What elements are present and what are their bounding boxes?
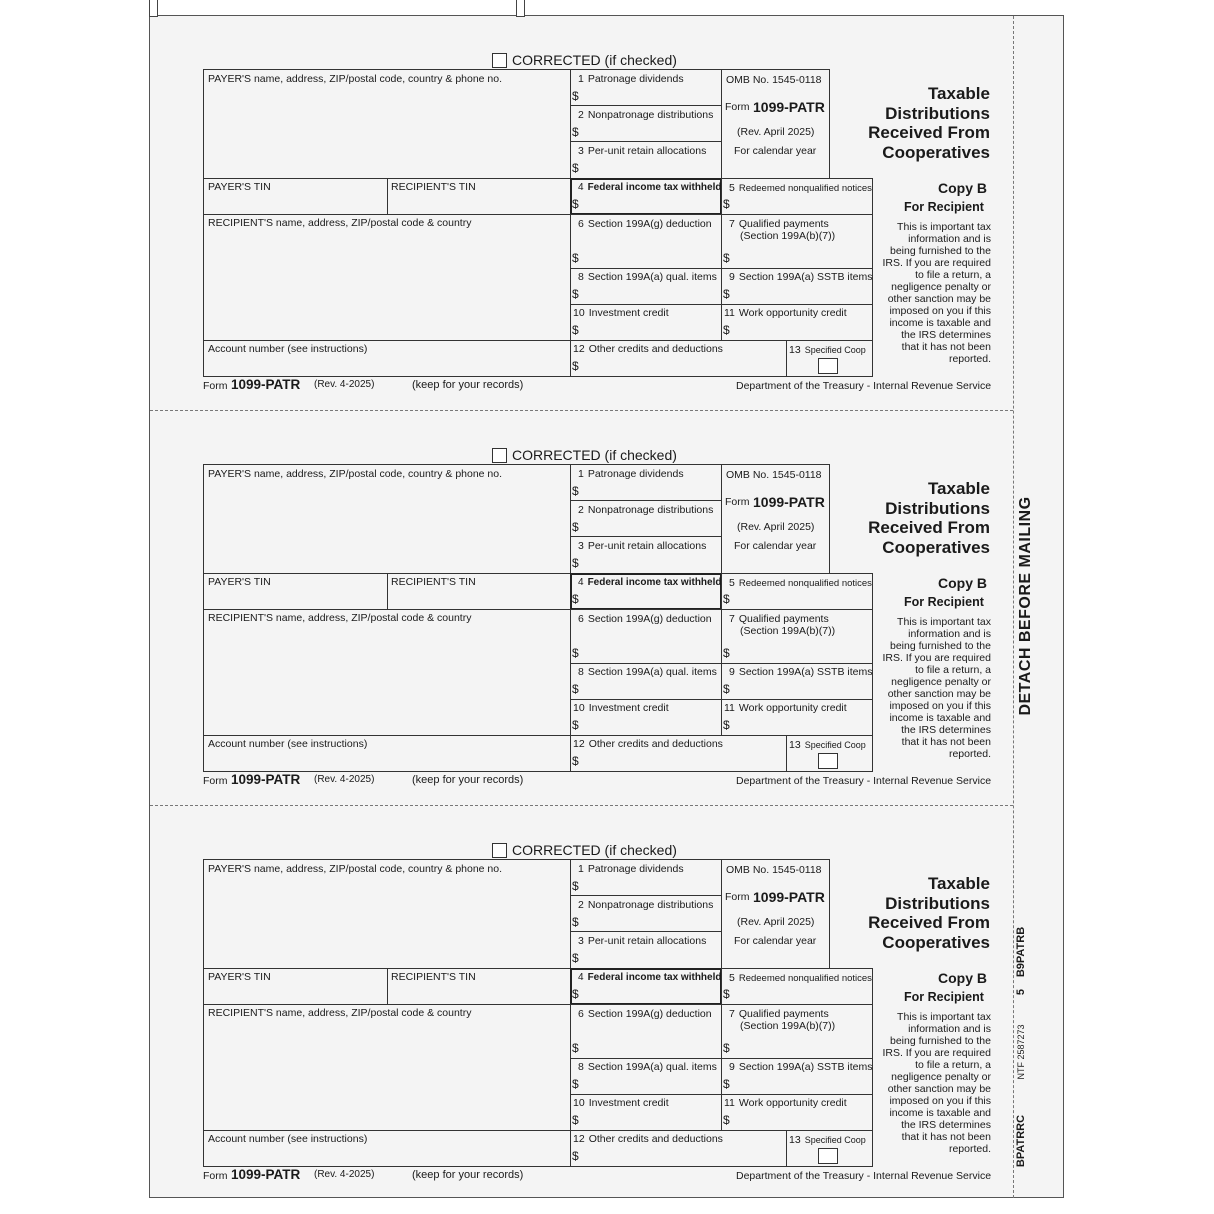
footer-form-number: 1099-PATR xyxy=(231,772,301,787)
side-code-b9patrb: B9PATRB xyxy=(1015,926,1027,978)
recipient-name-label: RECIPIENT'S name, address, ZIP/postal code & country xyxy=(208,1007,472,1019)
box1-label: 1 Patronage dividends xyxy=(578,863,684,875)
footer-department: Department of the Treasury - Internal Revenue Service xyxy=(736,775,992,787)
for-recipient-label: For Recipient xyxy=(904,200,984,214)
form-title: Taxable Distributions Received From Cooperatives xyxy=(868,84,990,162)
box4-dollar: $ xyxy=(572,987,579,1001)
copy-label: Copy B xyxy=(938,970,987,986)
specified-coop-checkbox[interactable] xyxy=(818,1148,838,1164)
box12-label: 12 Other credits and deductions xyxy=(573,1133,723,1145)
omb-number: OMB No. 1545-0118 xyxy=(726,469,822,481)
box2-dollar: $ xyxy=(572,915,579,929)
corrected-label: CORRECTED (if checked) xyxy=(512,52,677,68)
side-code-ntf: NTF 2587273 xyxy=(1016,1024,1026,1080)
important-notice: This is important tax information and is being furnished to the IRS. If you are required to file a return, a negligence penalty or other sanction may be imposed on you if this income is taxable and the IRS determines that it has not been reported. xyxy=(882,221,991,365)
payer-name-label: PAYER'S name, address, ZIP/postal code, country & phone no. xyxy=(208,468,503,480)
box9-label: 9 Section 199A(a) SSTB items xyxy=(729,271,873,283)
box9-label: 9 Section 199A(a) SSTB items xyxy=(729,1061,873,1073)
box4-label: 4 Federal income tax withheld xyxy=(578,577,722,588)
box1-label: 1 Patronage dividends xyxy=(578,73,684,85)
recipient-name-field[interactable] xyxy=(203,609,571,736)
payer-tin-label: PAYER'S TIN xyxy=(208,181,271,193)
box6-label: 6 Section 199A(g) deduction xyxy=(578,613,712,625)
box8-label: 8 Section 199A(a) qual. items xyxy=(578,1061,717,1073)
payer-name-field[interactable] xyxy=(203,69,571,179)
box1-label: 1 Patronage dividends xyxy=(578,468,684,480)
box8-dollar: $ xyxy=(572,287,579,301)
corrected-label: CORRECTED (if checked) xyxy=(512,447,677,463)
omb-number: OMB No. 1545-0118 xyxy=(726,74,822,86)
box8-label: 8 Section 199A(a) qual. items xyxy=(578,271,717,283)
box4-dollar: $ xyxy=(572,197,579,211)
footer-form-word: Form xyxy=(203,1170,228,1182)
box11-label: 11 Work opportunity credit xyxy=(724,702,847,714)
footer-keep-records: (keep for your records) xyxy=(412,379,524,391)
box10-label: 10 Investment credit xyxy=(573,1097,669,1109)
footer-keep-records: (keep for your records) xyxy=(412,1169,524,1181)
box11-dollar: $ xyxy=(723,323,730,337)
box3-label: 3 Per-unit retain allocations xyxy=(578,145,707,157)
box7-label: 7 Qualified payments xyxy=(729,613,829,625)
box3-dollar: $ xyxy=(572,161,579,175)
box3-label: 3 Per-unit retain allocations xyxy=(578,540,707,552)
form-number: 1099-PATR xyxy=(753,889,825,905)
box9-dollar: $ xyxy=(723,682,730,696)
box7-label: 7 Qualified payments xyxy=(729,1008,829,1020)
form-number: 1099-PATR xyxy=(753,99,825,115)
copy-1 xyxy=(0,0,1214,395)
footer-form-word: Form xyxy=(203,380,228,392)
recipient-name-field[interactable] xyxy=(203,1004,571,1131)
recipient-name-field[interactable] xyxy=(203,214,571,341)
footer-form-number: 1099-PATR xyxy=(231,377,301,392)
recipient-tin-label: RECIPIENT'S TIN xyxy=(391,971,476,983)
corrected-checkbox[interactable] xyxy=(492,843,507,858)
account-number-label: Account number (see instructions) xyxy=(208,1133,368,1145)
box2-dollar: $ xyxy=(572,520,579,534)
form-title: Taxable Distributions Received From Cooperatives xyxy=(868,479,990,557)
box11-label: 11 Work opportunity credit xyxy=(724,307,847,319)
for-recipient-label: For Recipient xyxy=(904,595,984,609)
box12-label: 12 Other credits and deductions xyxy=(573,738,723,750)
important-notice: This is important tax information and is being furnished to the IRS. If you are required to file a return, a negligence penalty or other sanction may be imposed on you if this income is taxable and the IRS determines that it has not been reported. xyxy=(882,616,991,760)
box11-label: 11 Work opportunity credit xyxy=(724,1097,847,1109)
revision-date: (Rev. April 2025) xyxy=(737,916,815,928)
box5-dollar: $ xyxy=(723,592,730,606)
box2-label: 2 Nonpatronage distributions xyxy=(578,504,714,516)
footer-department: Department of the Treasury - Internal Revenue Service xyxy=(736,1170,992,1182)
corrected-checkbox[interactable] xyxy=(492,448,507,463)
box8-label: 8 Section 199A(a) qual. items xyxy=(578,666,717,678)
copy-2 xyxy=(0,395,1214,790)
calendar-year-label: For calendar year xyxy=(734,540,817,552)
box12-dollar: $ xyxy=(572,359,579,373)
box13-label: 13 Specified Coop xyxy=(789,739,866,751)
recipient-name-label: RECIPIENT'S name, address, ZIP/postal code & country xyxy=(208,612,472,624)
box6-dollar: $ xyxy=(572,646,579,660)
box8-dollar: $ xyxy=(572,1077,579,1091)
box9-dollar: $ xyxy=(723,1077,730,1091)
important-notice: This is important tax information and is being furnished to the IRS. If you are required to file a return, a negligence penalty or other sanction may be imposed on you if this income is taxable and the IRS determines that it has not been reported. xyxy=(882,1011,991,1155)
form-title: Taxable Distributions Received From Cooperatives xyxy=(868,874,990,952)
box13-label: 13 Specified Coop xyxy=(789,344,866,356)
recipient-tin-label: RECIPIENT'S TIN xyxy=(391,181,476,193)
box6-label: 6 Section 199A(g) deduction xyxy=(578,1008,712,1020)
box7-label-line2: (Section 199A(b)(7)) xyxy=(740,1020,836,1032)
box7-label: 7 Qualified payments xyxy=(729,218,829,230)
box10-label: 10 Investment credit xyxy=(573,307,669,319)
box3-dollar: $ xyxy=(572,951,579,965)
footer-keep-records: (keep for your records) xyxy=(412,774,524,786)
box7-dollar: $ xyxy=(723,251,730,265)
box5-dollar: $ xyxy=(723,197,730,211)
box7-dollar: $ xyxy=(723,1041,730,1055)
account-number-label: Account number (see instructions) xyxy=(208,738,368,750)
footer-revision: (Rev. 4-2025) xyxy=(314,379,375,390)
box1-dollar: $ xyxy=(572,89,579,103)
box6-dollar: $ xyxy=(572,251,579,265)
form-number: 1099-PATR xyxy=(753,494,825,510)
box10-dollar: $ xyxy=(572,718,579,732)
form-word: Form xyxy=(725,891,750,903)
payer-name-field[interactable] xyxy=(203,859,571,969)
box10-label: 10 Investment credit xyxy=(573,702,669,714)
box8-dollar: $ xyxy=(572,682,579,696)
box11-dollar: $ xyxy=(723,718,730,732)
box2-label: 2 Nonpatronage distributions xyxy=(578,899,714,911)
for-recipient-label: For Recipient xyxy=(904,990,984,1004)
box3-label: 3 Per-unit retain allocations xyxy=(578,935,707,947)
payer-tin-label: PAYER'S TIN xyxy=(208,576,271,588)
box4-label: 4 Federal income tax withheld xyxy=(578,972,722,983)
box5-label: 5 Redeemed nonqualified notices xyxy=(729,972,872,984)
box1-dollar: $ xyxy=(572,879,579,893)
side-code-bpatrrc: BPATRRC xyxy=(1015,1114,1027,1168)
box4-label: 4 Federal income tax withheld xyxy=(578,182,722,193)
recipient-tin-label: RECIPIENT'S TIN xyxy=(391,576,476,588)
box9-label: 9 Section 199A(a) SSTB items xyxy=(729,666,873,678)
box3-dollar: $ xyxy=(572,556,579,570)
box6-label: 6 Section 199A(g) deduction xyxy=(578,218,712,230)
box6-dollar: $ xyxy=(572,1041,579,1055)
detach-before-mailing-label: DETACH BEFORE MAILING xyxy=(1017,496,1034,716)
revision-date: (Rev. April 2025) xyxy=(737,126,815,138)
specified-coop-checkbox[interactable] xyxy=(818,753,838,769)
box9-dollar: $ xyxy=(723,287,730,301)
box12-label: 12 Other credits and deductions xyxy=(573,343,723,355)
calendar-year-label: For calendar year xyxy=(734,145,817,157)
payer-tin-label: PAYER'S TIN xyxy=(208,971,271,983)
payer-name-label: PAYER'S name, address, ZIP/postal code, country & phone no. xyxy=(208,863,503,875)
box5-label: 5 Redeemed nonqualified notices xyxy=(729,182,872,194)
corrected-checkbox[interactable] xyxy=(492,53,507,68)
box4-dollar: $ xyxy=(572,592,579,606)
box7-label-line2: (Section 199A(b)(7)) xyxy=(740,625,836,637)
footer-department: Department of the Treasury - Internal Revenue Service xyxy=(736,380,992,392)
box2-label: 2 Nonpatronage distributions xyxy=(578,109,714,121)
box7-dollar: $ xyxy=(723,646,730,660)
box10-dollar: $ xyxy=(572,323,579,337)
payer-name-label: PAYER'S name, address, ZIP/postal code, country & phone no. xyxy=(208,73,503,85)
box12-dollar: $ xyxy=(572,1149,579,1163)
revision-date: (Rev. April 2025) xyxy=(737,521,815,533)
footer-form-word: Form xyxy=(203,775,228,787)
form-word: Form xyxy=(725,101,750,113)
footer-form-number: 1099-PATR xyxy=(231,1167,301,1182)
box11-dollar: $ xyxy=(723,1113,730,1127)
box1-dollar: $ xyxy=(572,484,579,498)
footer-revision: (Rev. 4-2025) xyxy=(314,774,375,785)
box5-dollar: $ xyxy=(723,987,730,1001)
copy-label: Copy B xyxy=(938,575,987,591)
footer-revision: (Rev. 4-2025) xyxy=(314,1169,375,1180)
box10-dollar: $ xyxy=(572,1113,579,1127)
box13-label: 13 Specified Coop xyxy=(789,1134,866,1146)
side-code-5: 5 xyxy=(1015,988,1027,996)
recipient-name-label: RECIPIENT'S name, address, ZIP/postal code & country xyxy=(208,217,472,229)
specified-coop-checkbox[interactable] xyxy=(818,358,838,374)
box7-label-line2: (Section 199A(b)(7)) xyxy=(740,230,836,242)
omb-number: OMB No. 1545-0118 xyxy=(726,864,822,876)
account-number-label: Account number (see instructions) xyxy=(208,343,368,355)
box2-dollar: $ xyxy=(572,125,579,139)
corrected-label: CORRECTED (if checked) xyxy=(512,842,677,858)
box5-label: 5 Redeemed nonqualified notices xyxy=(729,577,872,589)
form-word: Form xyxy=(725,496,750,508)
payer-name-field[interactable] xyxy=(203,464,571,574)
copy-3 xyxy=(0,790,1214,1185)
calendar-year-label: For calendar year xyxy=(734,935,817,947)
copy-label: Copy B xyxy=(938,180,987,196)
box12-dollar: $ xyxy=(572,754,579,768)
